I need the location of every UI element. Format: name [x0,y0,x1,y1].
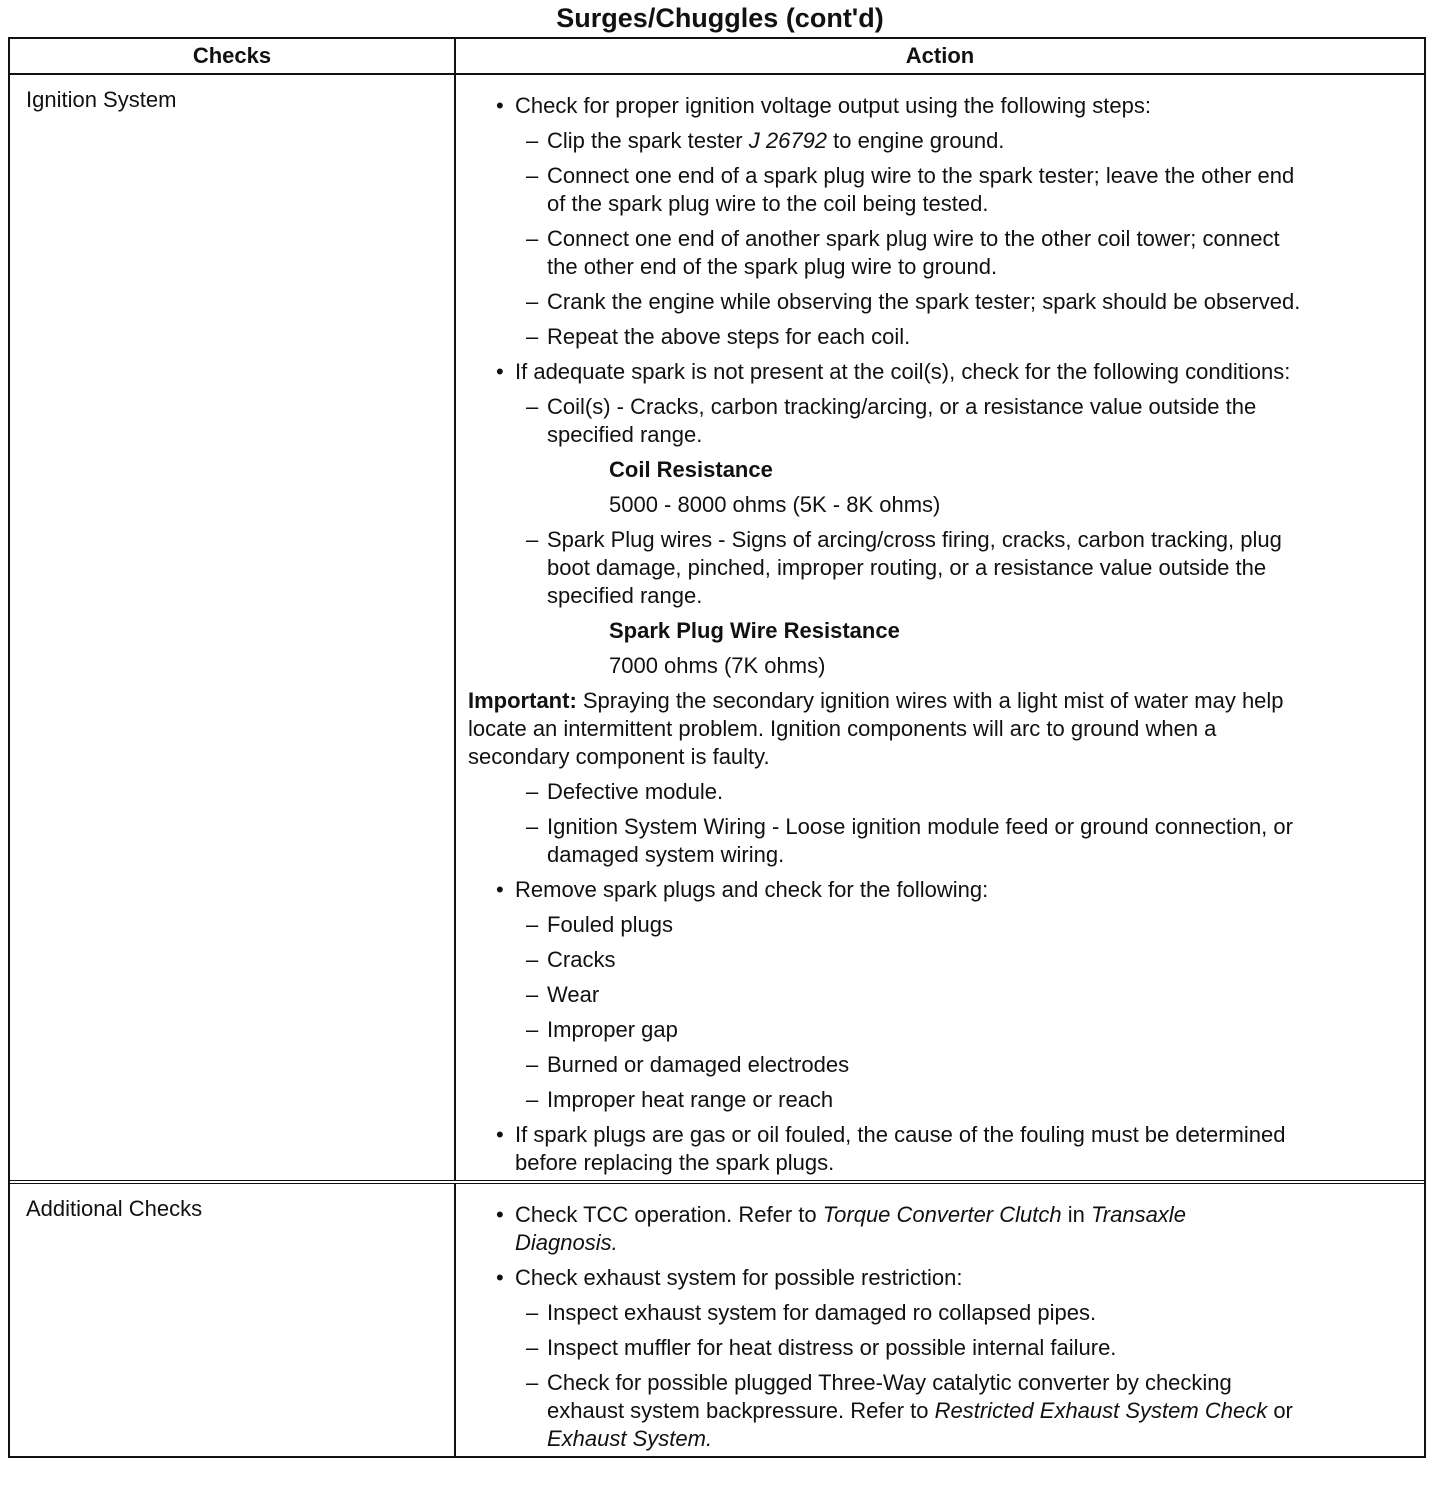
reference-text: J 26792 [748,128,828,153]
list-item-dash [456,946,1424,974]
bold-label: Coil Resistance [609,457,773,482]
dash-marker: – [526,1335,539,1360]
item-text: Check for possible plugged Three-Way catalytic converter by checking exhaust system backpressure. Refer to [547,1370,1232,1423]
item-text: Cracks [547,947,616,972]
dash-marker: – [526,982,539,1007]
list-item-dash [456,288,1424,316]
item-text: 5000 - 8000 ohms (5K - 8K ohms) [609,492,941,517]
list-item-dash [456,1016,1424,1044]
list-item-dash [456,323,1424,351]
header-checks: Checks [10,39,456,73]
bullet-marker: • [496,93,504,118]
list-item-dash [456,1334,1424,1362]
bullet-marker: • [496,877,504,902]
item-text: Improper heat range or reach [547,1087,834,1112]
dash-marker: – [526,779,539,804]
item-text: If spark plugs are gas or oil fouled, the cause of the fouling must be determined before replacing the spark plugs. [515,1122,1286,1175]
table-row [10,73,1424,1180]
bullet-marker: • [496,1122,504,1147]
item-text: Spark Plug wires - Signs of arcing/cross firing, cracks, carbon tracking, plug boot damage, pinched, improper routing, or a resistance value outside the specified range. [547,527,1282,608]
bullet-marker: • [496,359,504,384]
dash-marker: – [526,324,539,349]
dash-marker: – [526,163,539,188]
reference-text: Exhaust System. [547,1426,713,1451]
header-action: Action [905,43,975,68]
dash-marker: – [526,1087,539,1112]
item-text: Connect one end of another spark plug wire to the other coil tower; connect the other end of the spark plug wire to ground. [547,226,1280,279]
table-header [10,39,1424,73]
list-item-dash [456,1369,1424,1453]
dash-marker: – [526,1300,539,1325]
item-text: 7000 ohms (7K ohms) [609,653,826,678]
list-item-dash [456,1299,1424,1327]
list-item-dash [456,393,1424,449]
item-text: Inspect exhaust system for damaged ro collapsed pipes. [547,1300,1097,1325]
check-cell: Additional Checks [10,1184,456,1456]
dash-marker: – [526,527,539,552]
item-text: in [1061,1202,1091,1227]
list-item-spec [456,617,1424,645]
dash-marker: – [526,1370,539,1395]
dash-marker: – [526,289,539,314]
list-item-dash [456,911,1424,939]
list-item-dash [456,526,1424,610]
action-cell [456,75,1424,1180]
list-item-spec [456,456,1424,484]
dash-marker: – [526,1052,539,1077]
item-text: Connect one end of a spark plug wire to the spark tester; leave the other end of the spark plug wire to the coil being tested. [547,163,1295,216]
item-text: Check TCC operation. Refer to [515,1202,823,1227]
item-text: or [1273,1398,1293,1423]
page-title: Surges/Chuggles (cont'd) [556,3,884,33]
list-item-spec [456,652,1424,680]
list-item-dash [456,1051,1424,1079]
dash-marker: – [526,1017,539,1042]
list-item-dash [456,162,1424,218]
item-text: Wear [547,982,600,1007]
dash-marker: – [526,912,539,937]
reference-text: Restricted Exhaust System Check [934,1398,1268,1423]
check-cell: Ignition System [10,75,456,1180]
dash-marker: – [526,947,539,972]
action-cell [456,1184,1424,1456]
bold-label: Spark Plug Wire Resistance [609,618,900,643]
list-item-bullet [456,92,1424,120]
dash-marker: – [526,394,539,419]
item-text: Fouled plugs [547,912,673,937]
item-text: Check for proper ignition voltage output using the following steps: [515,93,1151,118]
item-text: to engine ground. [827,128,1005,153]
item-text: Defective module. [547,779,724,804]
item-text: Clip the spark tester [547,128,749,153]
list-item-spec [456,491,1424,519]
item-text: Spraying the secondary ignition wires with a light mist of water may help locate an intermittent problem. Ignition components will arc to ground when a secondary component is faulty. [468,688,1284,769]
item-text: Check exhaust system for possible restriction: [515,1265,963,1290]
list-item-bullet [456,358,1424,386]
list-item-dash [456,813,1424,869]
reference-text: Torque Converter Clutch [822,1202,1062,1227]
item-text: Coil(s) - Cracks, carbon tracking/arcing, or a resistance value outside the specified range. [547,394,1257,447]
list-item-dash [456,225,1424,281]
item-text: Improper gap [547,1017,678,1042]
list-item-dash [456,778,1424,806]
list-item-bullet [456,1264,1424,1292]
dash-marker: – [526,128,539,153]
diagnosis-table [8,37,1426,1458]
item-text: Ignition System Wiring - Loose ignition module feed or ground connection, or damaged system wiring. [547,814,1293,867]
list-item-bullet [456,876,1424,904]
list-item-dash [456,1086,1424,1114]
item-text: Inspect muffler for heat distress or possible internal failure. [547,1335,1117,1360]
item-text: Crank the engine while observing the spark tester; spark should be observed. [547,289,1301,314]
item-text: Repeat the above steps for each coil. [547,324,911,349]
bullet-marker: • [496,1265,504,1290]
bold-label: Important: [468,688,577,713]
bullet-marker: • [496,1202,504,1227]
list-item-bullet [456,1201,1424,1257]
list-item-dash [456,981,1424,1009]
table-row [10,1180,1424,1456]
dash-marker: – [526,226,539,251]
item-text: If adequate spark is not present at the coil(s), check for the following conditions: [515,359,1291,384]
list-item-note [456,687,1424,771]
reference-text: Transaxle Diagnosis. [515,1202,1186,1255]
dash-marker: – [526,814,539,839]
item-text: Burned or damaged electrodes [547,1052,850,1077]
list-item-dash [456,127,1424,155]
list-item-bullet [456,1121,1424,1177]
item-text: Remove spark plugs and check for the following: [515,877,989,902]
